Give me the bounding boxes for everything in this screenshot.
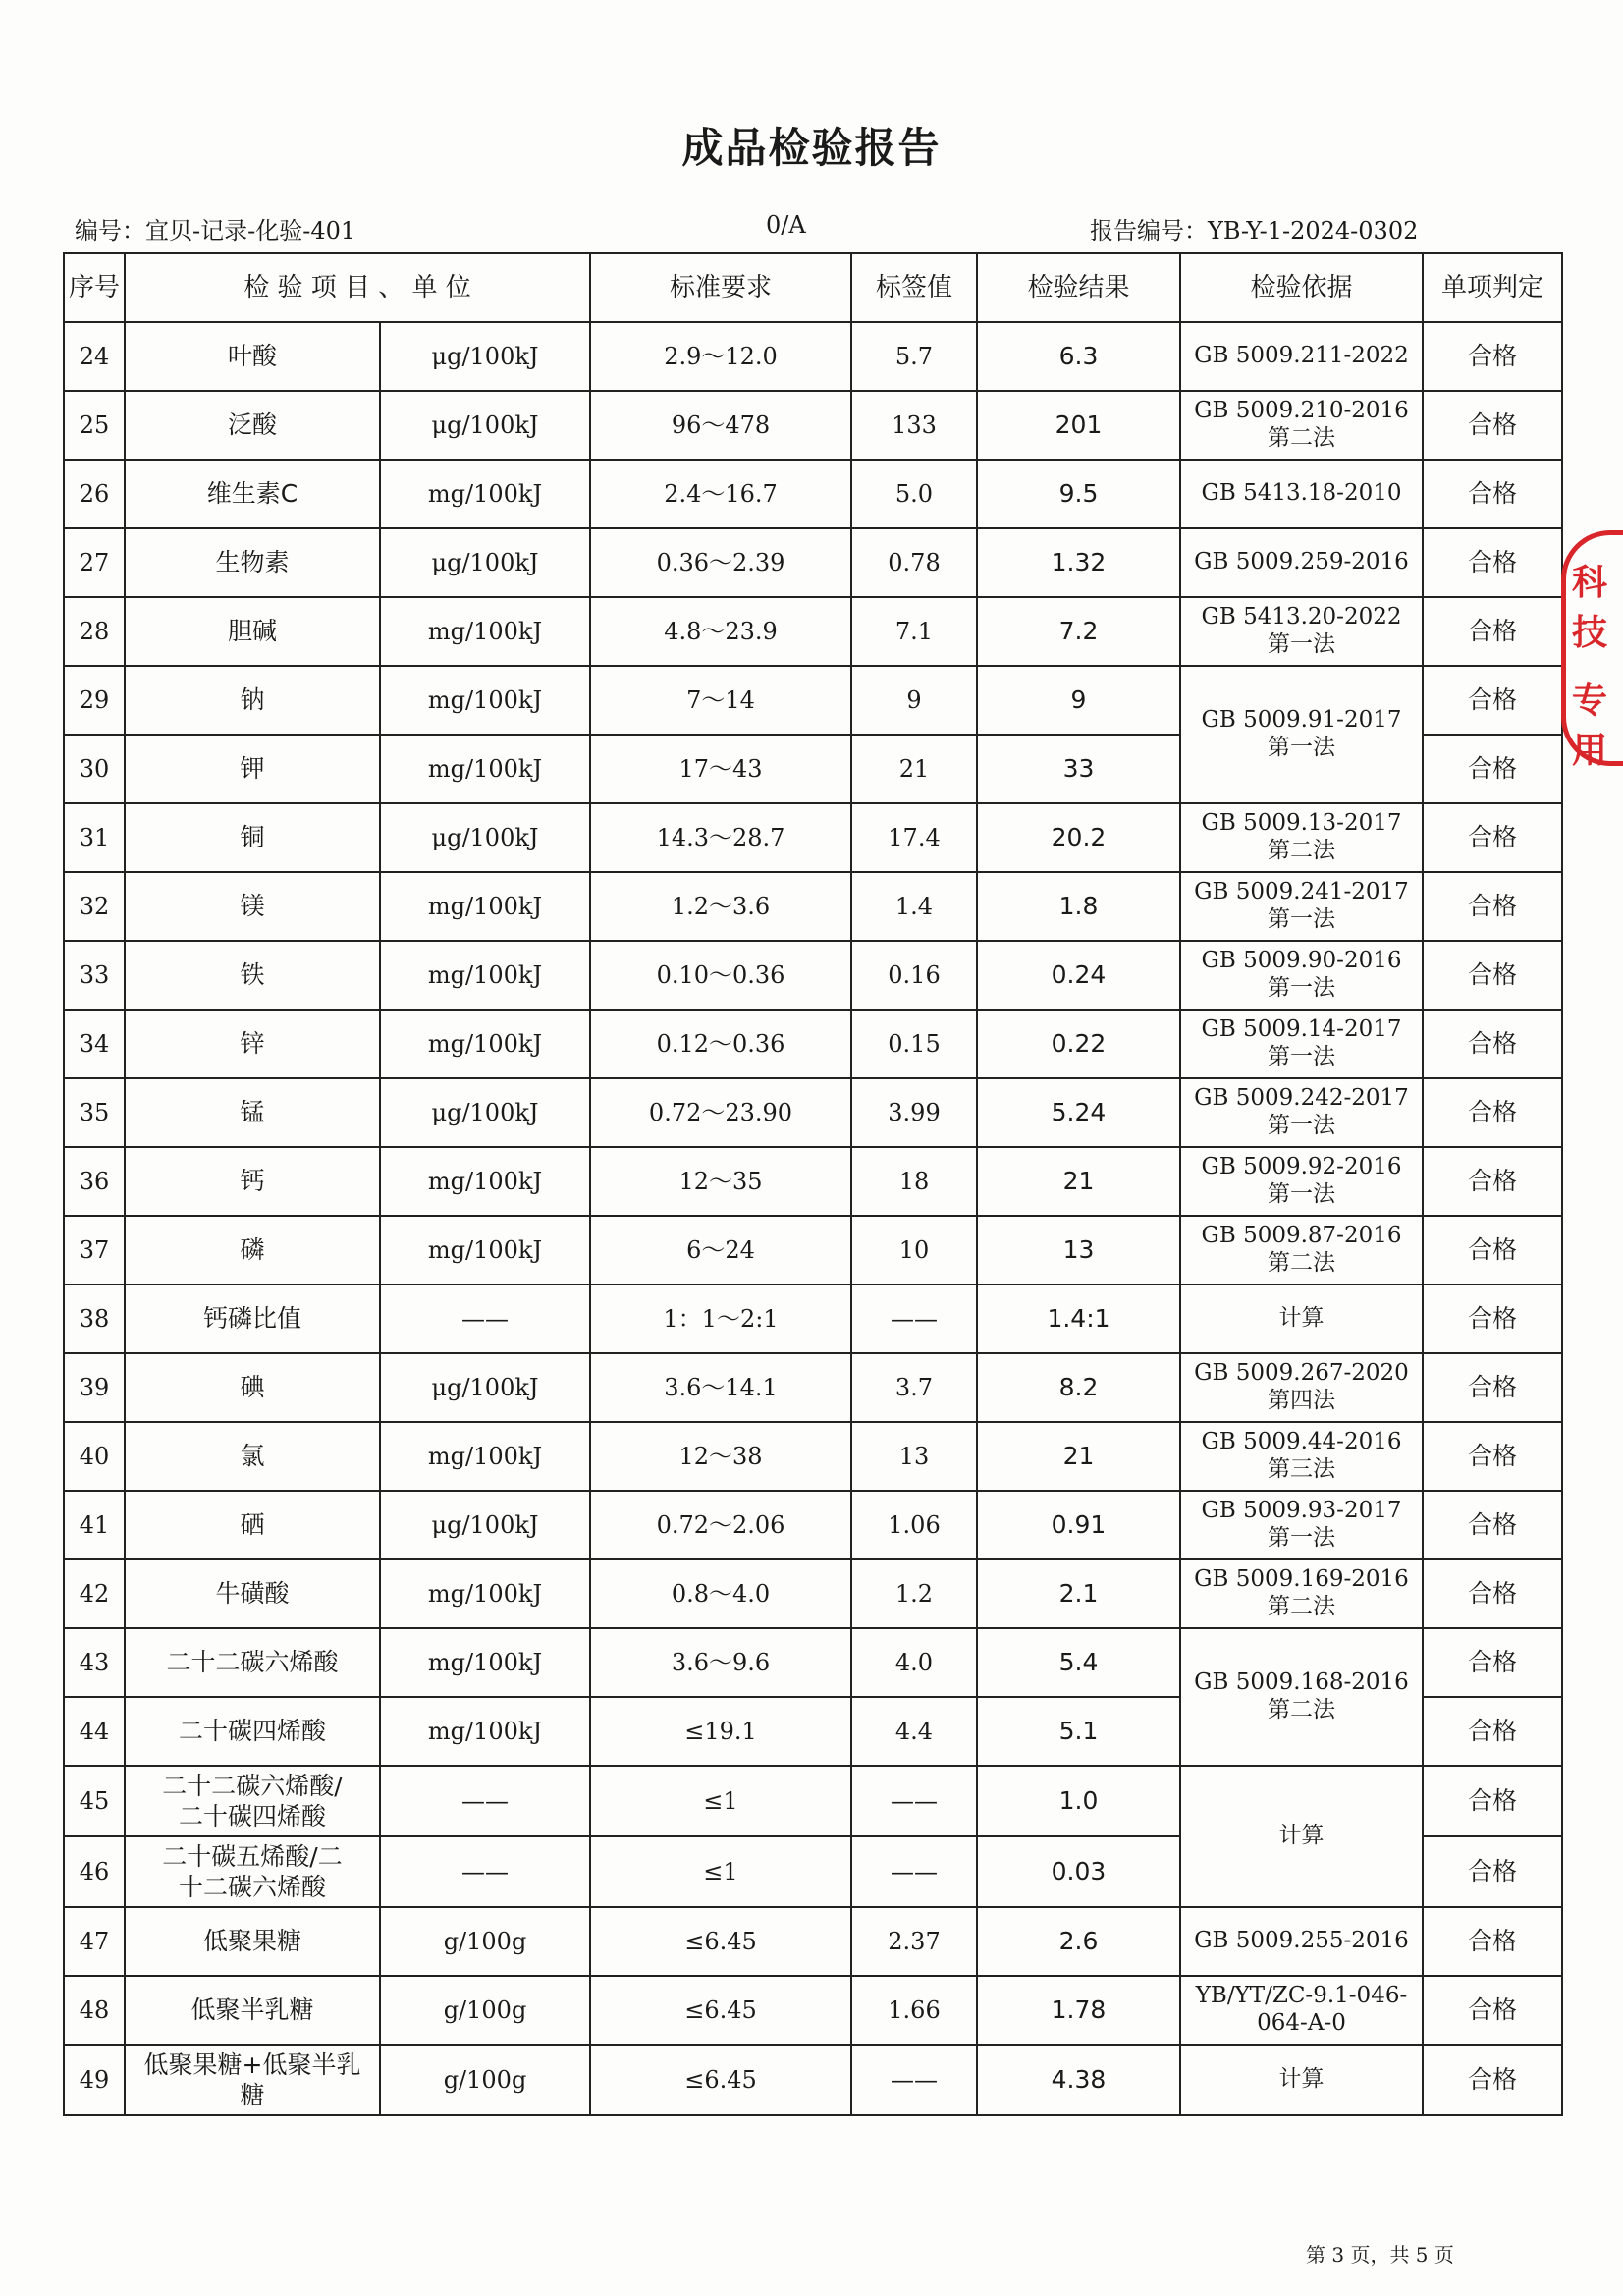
- row-result: 33: [977, 735, 1180, 803]
- row-seq: 37: [64, 1216, 125, 1285]
- table-row: [64, 391, 1562, 460]
- inspection-table: [63, 252, 1563, 2116]
- page-footer: 第 3 页，共 5 页: [1306, 2243, 1454, 2267]
- row-standard: 0.10～0.36: [590, 941, 851, 1010]
- row-judgement: 合格: [1423, 2045, 1562, 2115]
- row-basis: 计算: [1180, 1285, 1423, 1353]
- row-seq: 34: [64, 1010, 125, 1078]
- row-standard: ≤6.45: [590, 1976, 851, 2045]
- row-unit: μg/100kJ: [380, 1491, 590, 1559]
- table-row: [64, 872, 1562, 941]
- row-judgement: 合格: [1423, 1836, 1562, 1907]
- table-row: [64, 1216, 1562, 1285]
- col-item-unit: 检 验 项 目 、 单 位: [125, 253, 590, 322]
- row-result: 0.91: [977, 1491, 1180, 1559]
- row-judgement: 合格: [1423, 1491, 1562, 1559]
- row-basis: GB 5009.210-2016 第二法: [1180, 391, 1423, 460]
- row-seq: 27: [64, 528, 125, 597]
- row-standard: 96～478: [590, 391, 851, 460]
- row-item-name: 硒: [125, 1491, 380, 1559]
- row-standard: ≤6.45: [590, 1907, 851, 1976]
- row-seq: 41: [64, 1491, 125, 1559]
- row-result: 1.32: [977, 528, 1180, 597]
- row-seq: 35: [64, 1078, 125, 1147]
- row-item-name: 二十二碳六烯酸: [125, 1628, 380, 1697]
- row-judgement: 合格: [1423, 941, 1562, 1010]
- row-judgement: 合格: [1423, 1907, 1562, 1976]
- row-standard: 0.12～0.36: [590, 1010, 851, 1078]
- row-item-name: 二十碳五烯酸/二 十二碳六烯酸: [125, 1836, 380, 1907]
- row-basis: GB 5009.267-2020 第四法: [1180, 1353, 1423, 1422]
- col-label-value: 标签值: [851, 253, 977, 322]
- row-seq: 43: [64, 1628, 125, 1697]
- row-seq: 31: [64, 803, 125, 872]
- row-judgement: 合格: [1423, 872, 1562, 941]
- row-label-value: ——: [851, 2045, 977, 2115]
- row-unit: ——: [380, 1766, 590, 1836]
- row-judgement: 合格: [1423, 597, 1562, 666]
- row-unit: μg/100kJ: [380, 322, 590, 391]
- row-judgement: 合格: [1423, 1559, 1562, 1628]
- table-row: [64, 1766, 1562, 1836]
- row-unit: ——: [380, 1836, 590, 1907]
- row-item-name: 锰: [125, 1078, 380, 1147]
- row-judgement: 合格: [1423, 1216, 1562, 1285]
- row-seq: 30: [64, 735, 125, 803]
- row-item-name: 维生素C: [125, 460, 380, 528]
- table-row: [64, 597, 1562, 666]
- row-item-name: 低聚果糖+低聚半乳 糖: [125, 2045, 380, 2115]
- table-header-row: [64, 253, 1562, 322]
- row-item-name: 铜: [125, 803, 380, 872]
- row-item-name: 生物素: [125, 528, 380, 597]
- row-basis: GB 5009.44-2016 第三法: [1180, 1422, 1423, 1491]
- row-label-value: 9: [851, 666, 977, 735]
- row-unit: μg/100kJ: [380, 528, 590, 597]
- row-label-value: ——: [851, 1285, 977, 1353]
- row-basis: YB/YT/ZC-9.1-046- 064-A-0: [1180, 1976, 1423, 2045]
- row-standard: 3.6～9.6: [590, 1628, 851, 1697]
- row-judgement: 合格: [1423, 528, 1562, 597]
- record-code: 编号：宜贝-记录-化验-401: [75, 217, 356, 245]
- row-standard: ≤1: [590, 1766, 851, 1836]
- row-item-name: 钾: [125, 735, 380, 803]
- row-seq: 25: [64, 391, 125, 460]
- report-number: 报告编号：YB-Y-1-2024-0302: [1090, 217, 1419, 245]
- row-basis: GB 5009.90-2016 第一法: [1180, 941, 1423, 1010]
- red-seal-stamp: [1561, 530, 1623, 771]
- row-basis: GB 5009.14-2017 第一法: [1180, 1010, 1423, 1078]
- row-standard: 1：1～2:1: [590, 1285, 851, 1353]
- row-label-value: 3.99: [851, 1078, 977, 1147]
- row-seq: 28: [64, 597, 125, 666]
- row-judgement: 合格: [1423, 666, 1562, 735]
- row-unit: μg/100kJ: [380, 1078, 590, 1147]
- row-basis: GB 5009.169-2016 第二法: [1180, 1559, 1423, 1628]
- table-row: [64, 1628, 1562, 1697]
- row-unit: mg/100kJ: [380, 1422, 590, 1491]
- col-basis: 检验依据: [1180, 253, 1423, 322]
- row-result: 7.2: [977, 597, 1180, 666]
- stamp-text-top: 科技: [1572, 563, 1608, 653]
- row-item-name: 叶酸: [125, 322, 380, 391]
- row-unit: mg/100kJ: [380, 735, 590, 803]
- row-label-value: 4.0: [851, 1628, 977, 1697]
- row-basis: GB 5009.13-2017 第二法: [1180, 803, 1423, 872]
- row-seq: 47: [64, 1907, 125, 1976]
- row-judgement: 合格: [1423, 1078, 1562, 1147]
- row-label-value: 7.1: [851, 597, 977, 666]
- row-result: 2.6: [977, 1907, 1180, 1976]
- table-row: [64, 1010, 1562, 1078]
- row-label-value: ——: [851, 1836, 977, 1907]
- row-basis: 计算: [1180, 1766, 1423, 1907]
- row-label-value: 1.06: [851, 1491, 977, 1559]
- row-unit: mg/100kJ: [380, 1697, 590, 1766]
- table-row: [64, 1976, 1562, 2045]
- row-unit: mg/100kJ: [380, 1628, 590, 1697]
- row-result: 2.1: [977, 1559, 1180, 1628]
- row-label-value: 1.66: [851, 1976, 977, 2045]
- row-unit: mg/100kJ: [380, 872, 590, 941]
- row-standard: 6～24: [590, 1216, 851, 1285]
- row-judgement: 合格: [1423, 1628, 1562, 1697]
- row-seq: 33: [64, 941, 125, 1010]
- row-item-name: 钙磷比值: [125, 1285, 380, 1353]
- row-item-name: 氯: [125, 1422, 380, 1491]
- row-basis: GB 5009.255-2016: [1180, 1907, 1423, 1976]
- row-result: 9: [977, 666, 1180, 735]
- table-row: [64, 803, 1562, 872]
- table-row: [64, 322, 1562, 391]
- row-result: 0.03: [977, 1836, 1180, 1907]
- row-unit: ——: [380, 1285, 590, 1353]
- table-row: [64, 941, 1562, 1010]
- row-unit: g/100g: [380, 2045, 590, 2115]
- row-item-name: 低聚半乳糖: [125, 1976, 380, 2045]
- row-unit: mg/100kJ: [380, 1147, 590, 1216]
- row-standard: 0.72～2.06: [590, 1491, 851, 1559]
- version-label: 0/A: [766, 211, 806, 239]
- row-item-name: 铁: [125, 941, 380, 1010]
- row-label-value: 5.7: [851, 322, 977, 391]
- row-label-value: 1.4: [851, 872, 977, 941]
- row-result: 13: [977, 1216, 1180, 1285]
- row-standard: 12～38: [590, 1422, 851, 1491]
- row-standard: 12～35: [590, 1147, 851, 1216]
- row-label-value: 0.15: [851, 1010, 977, 1078]
- row-unit: mg/100kJ: [380, 597, 590, 666]
- row-item-name: 镁: [125, 872, 380, 941]
- row-result: 1.0: [977, 1766, 1180, 1836]
- row-judgement: 合格: [1423, 391, 1562, 460]
- row-judgement: 合格: [1423, 1353, 1562, 1422]
- row-item-name: 二十碳四烯酸: [125, 1697, 380, 1766]
- row-label-value: 133: [851, 391, 977, 460]
- table-row: [64, 2045, 1562, 2115]
- row-result: 5.1: [977, 1697, 1180, 1766]
- row-label-value: 5.0: [851, 460, 977, 528]
- row-label-value: 4.4: [851, 1697, 977, 1766]
- row-label-value: 0.78: [851, 528, 977, 597]
- row-item-name: 胆碱: [125, 597, 380, 666]
- row-label-value: 10: [851, 1216, 977, 1285]
- row-result: 8.2: [977, 1353, 1180, 1422]
- row-result: 4.38: [977, 2045, 1180, 2115]
- row-seq: 48: [64, 1976, 125, 2045]
- row-standard: 7～14: [590, 666, 851, 735]
- row-label-value: 17.4: [851, 803, 977, 872]
- row-item-name: 磷: [125, 1216, 380, 1285]
- table-row: [64, 528, 1562, 597]
- col-seq: 序号: [64, 253, 125, 322]
- row-basis: GB 5413.20-2022 第一法: [1180, 597, 1423, 666]
- row-basis: GB 5009.87-2016 第二法: [1180, 1216, 1423, 1285]
- row-label-value: 18: [851, 1147, 977, 1216]
- table-row: [64, 1907, 1562, 1976]
- row-item-name: 钠: [125, 666, 380, 735]
- table-row: [64, 1491, 1562, 1559]
- table-row: [64, 1078, 1562, 1147]
- row-judgement: 合格: [1423, 1697, 1562, 1766]
- row-standard: 17～43: [590, 735, 851, 803]
- row-result: 6.3: [977, 322, 1180, 391]
- row-seq: 29: [64, 666, 125, 735]
- row-seq: 44: [64, 1697, 125, 1766]
- row-standard: 2.4～16.7: [590, 460, 851, 528]
- row-result: 1.8: [977, 872, 1180, 941]
- row-label-value: 13: [851, 1422, 977, 1491]
- row-standard: ≤1: [590, 1836, 851, 1907]
- row-unit: mg/100kJ: [380, 460, 590, 528]
- row-result: 20.2: [977, 803, 1180, 872]
- row-result: 9.5: [977, 460, 1180, 528]
- row-basis: GB 5009.242-2017 第一法: [1180, 1078, 1423, 1147]
- row-result: 0.24: [977, 941, 1180, 1010]
- row-standard: 4.8～23.9: [590, 597, 851, 666]
- row-standard: 14.3～28.7: [590, 803, 851, 872]
- row-item-name: 碘: [125, 1353, 380, 1422]
- row-judgement: 合格: [1423, 803, 1562, 872]
- row-result: 1.78: [977, 1976, 1180, 2045]
- row-label-value: 1.2: [851, 1559, 977, 1628]
- table-row: [64, 1285, 1562, 1353]
- row-label-value: 0.16: [851, 941, 977, 1010]
- table-row: [64, 1559, 1562, 1628]
- row-result: 1.4:1: [977, 1285, 1180, 1353]
- row-standard: ≤19.1: [590, 1697, 851, 1766]
- row-item-name: 牛磺酸: [125, 1559, 380, 1628]
- table-row: [64, 1422, 1562, 1491]
- row-seq: 40: [64, 1422, 125, 1491]
- col-judgement: 单项判定: [1423, 253, 1562, 322]
- row-judgement: 合格: [1423, 735, 1562, 803]
- row-seq: 32: [64, 872, 125, 941]
- table-body: [64, 322, 1562, 2115]
- row-item-name: 低聚果糖: [125, 1907, 380, 1976]
- row-result: 5.4: [977, 1628, 1180, 1697]
- row-basis: GB 5009.211-2022: [1180, 322, 1423, 391]
- row-judgement: 合格: [1423, 1010, 1562, 1078]
- row-judgement: 合格: [1423, 1422, 1562, 1491]
- row-judgement: 合格: [1423, 322, 1562, 391]
- row-unit: mg/100kJ: [380, 666, 590, 735]
- row-label-value: 21: [851, 735, 977, 803]
- row-seq: 39: [64, 1353, 125, 1422]
- table-row: [64, 666, 1562, 735]
- col-standard: 标准要求: [590, 253, 851, 322]
- row-basis: GB 5009.91-2017 第一法: [1180, 666, 1423, 803]
- col-result: 检验结果: [977, 253, 1180, 322]
- row-unit: g/100g: [380, 1907, 590, 1976]
- row-judgement: 合格: [1423, 1147, 1562, 1216]
- row-judgement: 合格: [1423, 1285, 1562, 1353]
- row-unit: g/100g: [380, 1976, 590, 2045]
- row-standard: 0.8～4.0: [590, 1559, 851, 1628]
- row-result: 21: [977, 1147, 1180, 1216]
- row-seq: 36: [64, 1147, 125, 1216]
- row-unit: mg/100kJ: [380, 1559, 590, 1628]
- row-label-value: ——: [851, 1766, 977, 1836]
- row-standard: 1.2～3.6: [590, 872, 851, 941]
- row-judgement: 合格: [1423, 1766, 1562, 1836]
- row-standard: 3.6～14.1: [590, 1353, 851, 1422]
- row-seq: 49: [64, 2045, 125, 2115]
- row-seq: 46: [64, 1836, 125, 1907]
- row-label-value: 3.7: [851, 1353, 977, 1422]
- row-judgement: 合格: [1423, 1976, 1562, 2045]
- row-item-name: 二十二碳六烯酸/ 二十碳四烯酸: [125, 1766, 380, 1836]
- row-result: 201: [977, 391, 1180, 460]
- row-judgement: 合格: [1423, 460, 1562, 528]
- row-item-name: 钙: [125, 1147, 380, 1216]
- table-row: [64, 1353, 1562, 1422]
- row-standard: 0.72～23.90: [590, 1078, 851, 1147]
- row-seq: 42: [64, 1559, 125, 1628]
- row-label-value: 2.37: [851, 1907, 977, 1976]
- row-unit: mg/100kJ: [380, 941, 590, 1010]
- row-unit: μg/100kJ: [380, 391, 590, 460]
- row-standard: 0.36～2.39: [590, 528, 851, 597]
- row-unit: mg/100kJ: [380, 1010, 590, 1078]
- row-seq: 45: [64, 1766, 125, 1836]
- row-standard: ≤6.45: [590, 2045, 851, 2115]
- row-basis: GB 5413.18-2010: [1180, 460, 1423, 528]
- table-row: [64, 460, 1562, 528]
- row-unit: μg/100kJ: [380, 1353, 590, 1422]
- stamp-text-bottom: 专用: [1572, 681, 1608, 771]
- row-seq: 38: [64, 1285, 125, 1353]
- row-seq: 24: [64, 322, 125, 391]
- row-result: 0.22: [977, 1010, 1180, 1078]
- row-item-name: 泛酸: [125, 391, 380, 460]
- row-item-name: 锌: [125, 1010, 380, 1078]
- row-basis: GB 5009.241-2017 第一法: [1180, 872, 1423, 941]
- row-standard: 2.9～12.0: [590, 322, 851, 391]
- row-unit: μg/100kJ: [380, 803, 590, 872]
- report-title: 成品检验报告: [681, 124, 942, 172]
- row-seq: 26: [64, 460, 125, 528]
- row-result: 21: [977, 1422, 1180, 1491]
- row-result: 5.24: [977, 1078, 1180, 1147]
- row-basis: GB 5009.168-2016 第二法: [1180, 1628, 1423, 1766]
- row-basis: GB 5009.259-2016: [1180, 528, 1423, 597]
- row-basis: GB 5009.92-2016 第一法: [1180, 1147, 1423, 1216]
- row-basis: GB 5009.93-2017 第一法: [1180, 1491, 1423, 1559]
- row-unit: mg/100kJ: [380, 1216, 590, 1285]
- row-basis: 计算: [1180, 2045, 1423, 2115]
- table-row: [64, 1147, 1562, 1216]
